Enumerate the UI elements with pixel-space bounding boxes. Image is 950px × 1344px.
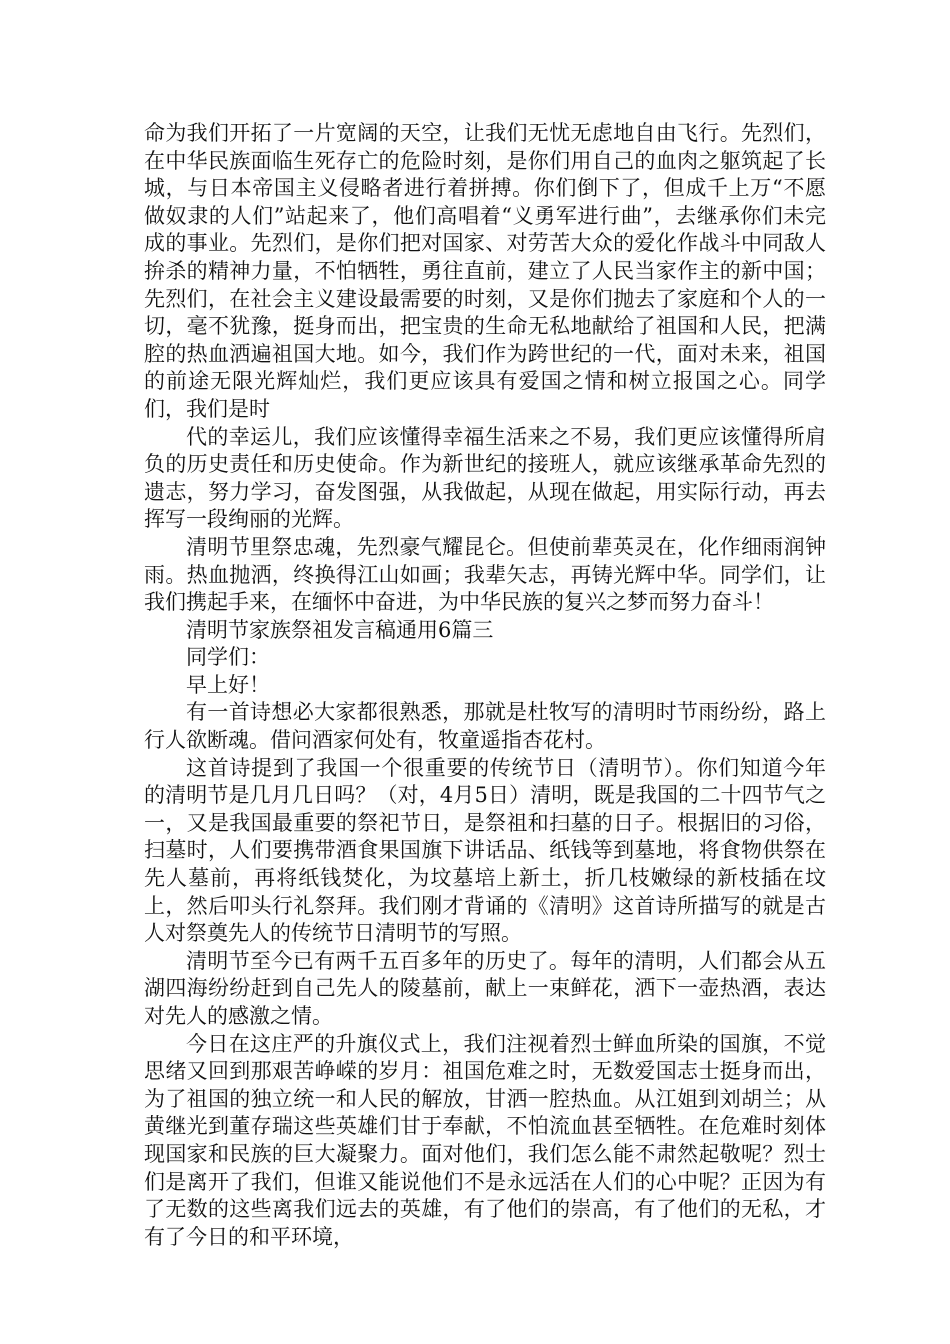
salutation: 同学们： — [186, 645, 270, 670]
section-heading: 清明节家族祭祖发言稿通用6篇三 — [186, 617, 494, 642]
body-paragraph: 这首诗提到了我国一个很重要的传统节日（清明节）。你们知道今年的清明节是几月几日吗？（对，4月5日）清明，既是我国的二十四节气之一，又是我国最重要的祭祀节日，是祭祖和扫墓的日子。根据旧的习俗，扫墓时，人们要携带酒食果国旗下讲话品、纸钱等到墓地，将食物供祭在先人墓前，再将纸钱焚化，为坟墓培上新土，折几枝嫩绿的新枝插在坟上，然后叩头行礼祭拜。我们刚才背诵的《清明》这首诗所描写的就是古人对祭奠先人的传统节日清明节的写照。 — [144, 755, 826, 946]
body-paragraph: 命为我们开拓了一片宽阔的天空，让我们无忧无虑地自由飞行。先烈们，在中华民族面临生死存亡的危险时刻，是你们用自己的血肉之躯筑起了长城，与日本帝国主义侵略者进行着拼搏。你们倒下了，但成千上万“不愿做奴隶的人们”站起来了，他们高唱着“义勇军进行曲”，去继承你们未完成的事业。先烈们，是你们把对国家、对劳苦大众的爱化作战斗中同敌人拚杀的精神力量，不怕牺牲，勇往直前，建立了人民当家作主的新中国；先烈们，在社会主义建设最需要的时刻，又是你们抛去了家庭和个人的一切，毫不犹豫，挺身而出，把宝贵的生命无私地献给了祖国和人民，把满腔的热血洒遍祖国大地。如今，我们作为跨世纪的一代，面对未来，祖国的前途无限光辉灿烂，我们更应该具有爱国之情和树立报国之心。同学们，我们是时 — [144, 121, 826, 421]
body-paragraph: 代的幸运儿，我们应该懂得幸福生活来之不易，我们更应该懂得所肩负的历史责任和历史使命。作为新世纪的接班人，就应该继承革命先烈的遗志，努力学习，奋发图强，从我做起，从现在做起，用实际行动，再去挥写一段绚丽的光辉。 — [144, 424, 826, 532]
body-paragraph: 今日在这庄严的升旗仪式上，我们注视着烈士鲜血所染的国旗，不觉思绪又回到那艰苦峥嵘的岁月：祖国危难之时，无数爱国志士挺身而出，为了祖国的独立统一和人民的解放，甘洒一腔热血。从江姐到刘胡兰；从黄继光到董存瑞这些英雄们甘于奉献，不怕流血甚至牺牲。在危难时刻体现国家和民族的巨大凝聚力。面对他们，我们怎么能不肃然起敬呢？烈士们是离开了我们，但谁又能说他们不是永远活在人们的心中呢？正因为有了无数的这些离我们远去的英雄，有了他们的崇高，有了他们的无私，才有了今日的和平环境， — [144, 1031, 826, 1249]
body-paragraph: 清明节里祭忠魂，先烈豪气耀昆仑。但使前辈英灵在，化作细雨润钟雨。热血抛洒，终换得江山如画；我辈矢志，再铸光辉中华。同学们，让我们携起手来，在缅怀中奋进，为中华民族的复兴之梦而努力奋斗！ — [144, 534, 826, 615]
body-paragraph: 清明节至今已有两千五百多年的历史了。每年的清明，人们都会从五湖四海纷纷赶到自己先人的陵墓前，献上一束鲜花，洒下一壶热酒，表达对先人的感激之情。 — [144, 948, 826, 1028]
body-paragraph: 有一首诗想必大家都很熟悉，那就是杜牧写的清明时节雨纷纷，路上行人欲断魂。借问酒家何处有，牧童遥指杏花村。 — [144, 700, 826, 753]
document-page — [144, 120, 826, 1251]
greeting: 早上好！ — [186, 672, 270, 697]
